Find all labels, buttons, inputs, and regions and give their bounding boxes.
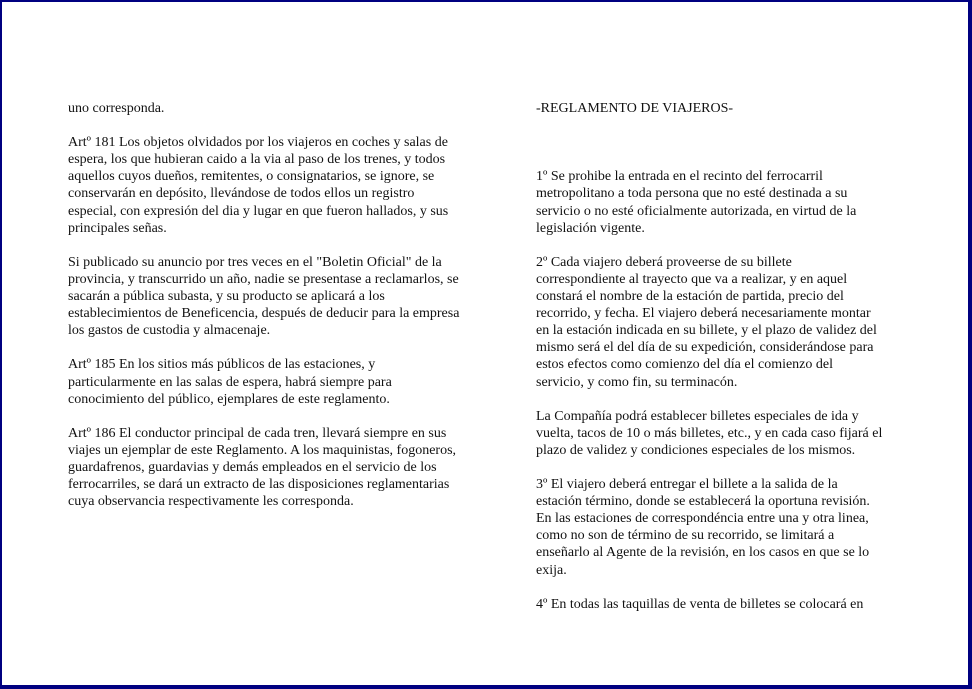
paragraph-rule-2: 2º Cada viajero deberá proveerse de su billete correspondiente al trayecto que va a realizar, y en aquel constará el nombre de la estación de partida, precio del recorrido, y fecha. El viajero deberá necesariamente montar en la estación indicada en su billete, y el plazo de validez del mismo será el del día de su expedición, considerándose para estos efectos como comienzo del día el comienzo del servicio, y como fin, su terminacón. [536, 254, 877, 390]
paragraph-art-181: Artº 181 Los objetos olvidados por los viajeros en coches y salas de espera, los que hubieran caido a la via al paso de los trenes, y todos aquellos cuyos dueños, remitentes, o consignatarios, se ignore, se conservarán en depósito, llevándose de todos ellos un registro especial, con expresión del dia y lugar en que fueron hallados, y sus principales señas. [68, 135, 449, 236]
paragraph-continuation: uno corresponda. [68, 101, 165, 116]
section-heading: -REGLAMENTO DE VIAJEROS- [536, 101, 734, 116]
paragraph-publicado: Si publicado su anuncio por tres veces en el "Boletin Oficial" de la provincia, y transcurrido un año, nadie se presentase a reclamarlos, se sacarán a pública subasta, y su producto se aplicará a los establecimientos de Beneficencia, después de deducir para la empresa los gastos de custodia y almacenaje. [68, 254, 460, 339]
paragraph-art-186: Artº 186 El conductor principal de cada tren, llevará siempre en sus viajes un ejemplar de este Reglamento. A los maquinistas, fogoneros, guardafrenos, guardavias y demás empleados en el servicio de los ferrocarriles, se dará un extracto de las disposiciones reglamentarias cuya observancia respectivamente les corresponda. [68, 425, 457, 510]
paragraph-rule-4: 4º En todas las taquillas de venta de billetes se colocará en [536, 596, 864, 612]
left-column [68, 100, 496, 527]
paragraph-rule-1: 1º Se prohibe la entrada en el recinto del ferrocarril metropolitano a toda persona que no esté destinada a su servicio o no esté oficialmente autorizada, en virtud de la legislación vigente. [536, 169, 857, 236]
paragraph-rule-3: 3º El viajero deberá entregar el billete a la salida de la estación término, donde se establecerá la oportuna revisión. En las estaciones de correspondéncia entre una y otra linea, como no son de término de su recorrido, se limitará a enseñarlo al Agente de la revisión, en los casos en que se lo exija. [536, 477, 870, 578]
right-column [536, 100, 912, 630]
paragraph-billetes-especiales: La Compañía podrá establecer billetes especiales de ida y vuelta, tacos de 10 o más billetes, etc., y en cada caso fijará el plazo de validez y condiciones especiales de los mismos. [536, 408, 883, 458]
paragraph-art-185: Artº 185 En los sitios más públicos de las estaciones, y particularmente en las salas de espera, habrá siempre para conocimiento del público, ejemplares de este reglamento. [68, 357, 392, 407]
